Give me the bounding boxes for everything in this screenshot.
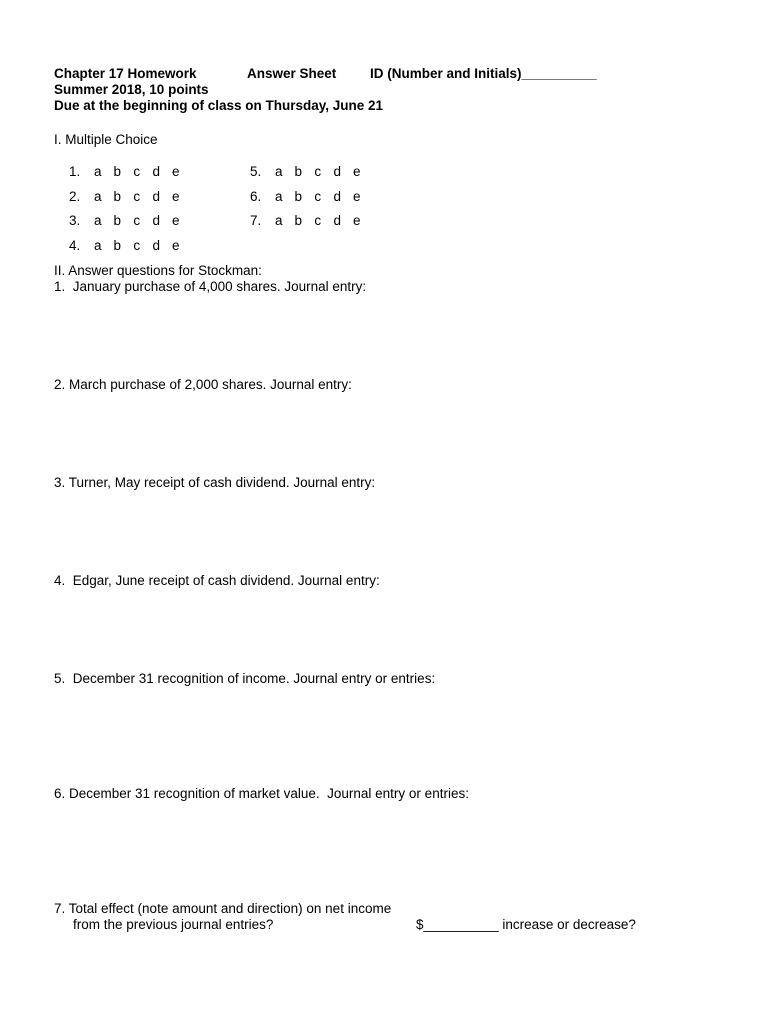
mc-option-e[interactable]: e [172,238,180,253]
mc-option-b[interactable]: b [113,213,122,228]
mc-option-a[interactable]: a [275,189,283,204]
mc-option-e[interactable]: e [172,189,180,204]
mc-question-number: 4. [69,238,81,253]
mc-option-c[interactable]: c [133,189,141,204]
mc-option-b[interactable]: b [294,189,303,204]
mc-option-c[interactable]: c [314,164,322,179]
mc-question-number: 2. [69,189,81,204]
due-line: Due at the beginning of class on Thursday, June 21 [54,98,384,113]
stockman-questions-heading: II. Answer questions for Stockman: [54,263,262,278]
mc-option-d[interactable]: d [333,213,342,228]
mc-question-number: 1. [69,164,81,179]
mc-option-a[interactable]: a [275,164,283,179]
mc-option-e[interactable]: e [353,189,361,204]
mc-option-b[interactable]: b [294,164,303,179]
question-5-prompt: 5. December 31 recognition of income. Journal entry or entries: [54,671,436,686]
mc-option-b[interactable]: b [294,213,303,228]
mc-option-d[interactable]: d [152,213,161,228]
mc-option-d[interactable]: d [333,164,342,179]
mc-option-e[interactable]: e [353,213,361,228]
mc-option-d[interactable]: d [333,189,342,204]
mc-option-c[interactable]: c [133,213,141,228]
answer-sheet-label: Answer Sheet [247,66,337,81]
question-6-prompt: 6. December 31 recognition of market value. Journal entry or entries: [54,786,469,801]
mc-option-e[interactable]: e [172,164,180,179]
mc-option-c[interactable]: c [314,189,322,204]
mc-question-number: 6. [250,189,262,204]
mc-option-a[interactable]: a [94,213,102,228]
question-1-prompt: 1. January purchase of 4,000 shares. Journal entry: [54,279,367,294]
question-4-prompt: 4. Edgar, June receipt of cash dividend. Journal entry: [54,573,380,588]
multiple-choice-heading: I. Multiple Choice [54,132,158,147]
question-3-prompt: 3. Turner, May receipt of cash dividend. Journal entry: [54,475,376,490]
mc-option-c[interactable]: c [133,238,141,253]
mc-option-b[interactable]: b [113,189,122,204]
mc-question [235,197,367,245]
mc-option-d[interactable]: d [152,164,161,179]
mc-question-number: 7. [250,213,262,228]
homework-title: Chapter 17 Homework [54,66,197,81]
mc-option-c[interactable]: c [314,213,322,228]
mc-question-number: 3. [69,213,81,228]
question-7-prompt-line-2: from the previous journal entries? [73,917,274,932]
mc-option-d[interactable]: d [152,238,161,253]
question-7-prompt-line-1: 7. Total effect (note amount and direction) on net income [54,901,392,916]
mc-option-b[interactable]: b [113,164,122,179]
mc-option-e[interactable]: e [172,213,180,228]
mc-option-a[interactable]: a [94,189,102,204]
question-2-prompt: 2. March purchase of 2,000 shares. Journal entry: [54,377,352,392]
mc-option-d[interactable]: d [152,189,161,204]
mc-option-b[interactable]: b [113,238,122,253]
mc-option-a[interactable]: a [275,213,283,228]
question-7-answer-blank[interactable]: $__________ increase or decrease? [416,917,636,932]
mc-option-a[interactable]: a [94,238,102,253]
mc-option-c[interactable]: c [133,164,141,179]
mc-option-e[interactable]: e [353,164,361,179]
term-line: Summer 2018, 10 points [54,82,209,97]
id-field-label: ID (Number and Initials)__________ [370,66,597,81]
mc-option-a[interactable]: a [94,164,102,179]
mc-question-number: 5. [250,164,262,179]
